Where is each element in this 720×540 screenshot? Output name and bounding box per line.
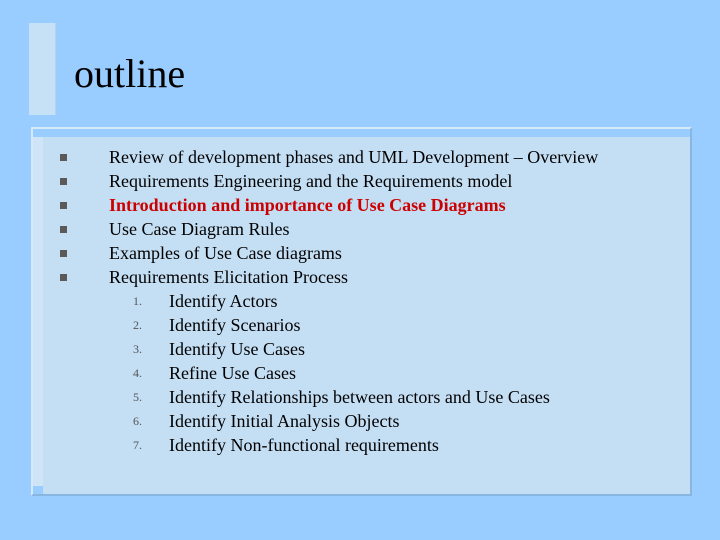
sub-item — [0, 361, 720, 385]
outline-item — [0, 169, 720, 193]
square-bullet-icon — [60, 178, 67, 185]
sub-item-number: 1. — [133, 294, 142, 308]
sub-item-number: 4. — [133, 366, 142, 380]
outline-item — [0, 241, 720, 265]
square-bullet-icon — [60, 226, 67, 233]
outline-item-text: Examples of Use Case diagrams — [109, 243, 342, 263]
sub-item-text: Identify Use Cases — [169, 339, 305, 359]
sub-item — [0, 409, 720, 433]
sub-item-text: Identify Initial Analysis Objects — [169, 411, 400, 431]
outline-item — [0, 265, 720, 289]
outline-item-text: Use Case Diagram Rules — [109, 219, 290, 239]
sub-item — [0, 289, 720, 313]
title-accent-bar — [29, 23, 56, 115]
sub-item-number: 2. — [133, 318, 142, 332]
sub-item-text: Refine Use Cases — [169, 363, 296, 383]
sub-item-text: Identify Non-functional requirements — [169, 435, 439, 455]
sub-item — [0, 313, 720, 337]
sub-item-number: 7. — [133, 438, 142, 452]
sub-item — [0, 337, 720, 361]
square-bullet-icon — [60, 202, 67, 209]
outline-item-highlighted — [0, 193, 720, 217]
sub-item-text: Identify Scenarios — [169, 315, 301, 335]
outline-item-text: Requirements Engineering and the Requirements model — [109, 171, 513, 191]
sub-item-number: 6. — [133, 414, 142, 428]
square-bullet-icon — [60, 250, 67, 257]
sub-item-text: Identify Relationships between actors and Use Cases — [169, 387, 550, 407]
outline-item — [0, 145, 720, 169]
slide-title: outline — [74, 51, 186, 96]
sub-item — [0, 385, 720, 409]
square-bullet-icon — [60, 274, 67, 281]
outline-item-text-highlighted: Introduction and importance of Use Case Diagrams — [109, 195, 506, 215]
outline-item-text: Requirements Elicitation Process — [109, 267, 348, 287]
outline-item — [0, 217, 720, 241]
sub-item-number: 3. — [133, 342, 142, 356]
sub-item-number: 5. — [133, 390, 142, 404]
square-bullet-icon — [60, 154, 67, 161]
sub-item — [0, 433, 720, 457]
sub-item-text: Identify Actors — [169, 291, 278, 311]
outline-item-text: Review of development phases and UML Development – Overview — [109, 147, 599, 167]
